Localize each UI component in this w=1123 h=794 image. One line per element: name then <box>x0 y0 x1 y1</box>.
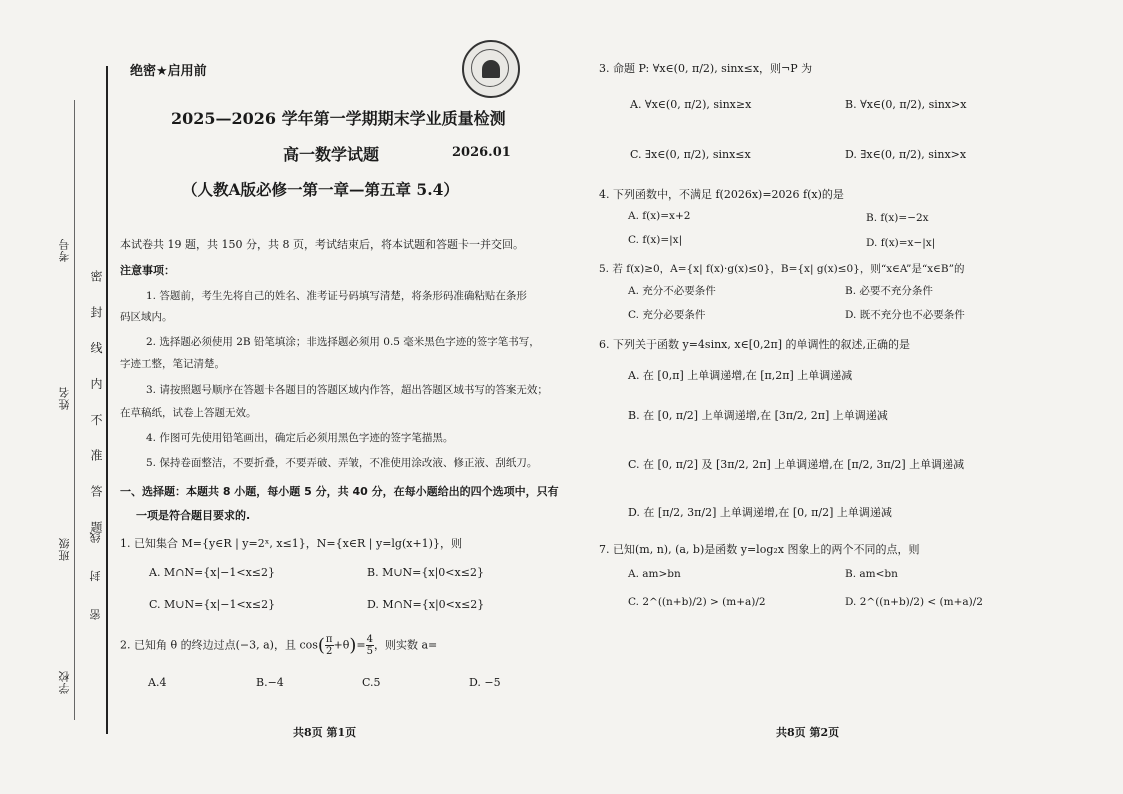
q5-option-c: C. 充分必要条件 <box>628 309 706 321</box>
q6-option-b: B. 在 [0, π/2] 上单调递增,在 [3π/2, 2π] 上单调递减 <box>628 409 888 422</box>
exam-no-label: 考号 <box>58 238 71 262</box>
q3-stem: 3. 命题 P: ∀x∈(0, π/2), sinx≤x，则¬P 为 <box>599 62 813 75</box>
seal-left-text: 密 封 线 <box>89 520 102 620</box>
q6-option-d: D. 在 [π/2, 3π/2] 上单调递增,在 [0, π/2] 上单调递减 <box>628 506 892 519</box>
q4-stem: 4. 下列函数中，不满足 f(2026x)=2026 f(x)的是 <box>599 188 844 201</box>
q2-option-a: A.4 <box>148 676 167 689</box>
q6-stem: 6. 下列关于函数 y=4sinx, x∈[0,2π] 的单调性的叙述,正确的是 <box>599 338 911 351</box>
seal-text: 密 封 线 内 不 准 答 题 <box>89 270 103 543</box>
q2-frac-pi-2: $\frac{\pi}{2}$ <box>325 634 333 657</box>
logo-emblem-icon <box>482 60 500 78</box>
secret-label: 绝密★启用前 <box>130 64 207 79</box>
q4-option-d: D. f(x)=x−|x| <box>866 237 936 249</box>
section1-line1: 一、选择题：本题共 8 小题，每小题 5 分，共 40 分，在每小题给出的四个选项中，只有 <box>120 485 559 498</box>
q2-stem-a: 2. 已知角 θ 的终边过点(−3, a)，且 cos <box>120 638 318 652</box>
footer-right: 共8页 第2页 <box>776 726 840 739</box>
q3-option-a: A. ∀x∈(0, π/2), sinx≥x <box>630 98 752 111</box>
exam-date: 2026.01 <box>452 145 511 160</box>
note-1b: 码区域内。 <box>120 311 173 323</box>
note-4: 4. 作图可先使用铅笔画出，确定后必须用黑色字迹的签字笔描黑。 <box>146 432 454 444</box>
q2-frac-4-5: $\frac{4}{5}$ <box>366 634 373 657</box>
q1-option-b: B. M∪N={x|0<x≤2} <box>367 566 484 579</box>
q2-paren-close: ) <box>349 635 357 656</box>
binding-dash-line <box>74 100 75 720</box>
q1-option-d: D. M∩N={x|0<x≤2} <box>367 598 485 611</box>
note-3a: 3. 请按照题号顺序在答题卡各题目的答题区域内作答，超出答题区域书写的答案无效； <box>146 384 548 396</box>
notes-heading: 注意事项： <box>120 264 175 277</box>
exam-title: 2025—2026 学年第一学期期末学业质量检测 <box>171 109 506 128</box>
q1-option-a: A. M∩N={x|−1<x≤2} <box>149 566 276 579</box>
note-3b: 在草稿纸，试卷上答题无效。 <box>120 407 257 419</box>
exam-scope: （人教A版必修一第一章—第五章 5.4） <box>182 180 459 199</box>
q7-option-d: D. 2^((n+b)/2) < (m+a)/2 <box>845 596 983 608</box>
q6-option-a: A. 在 [0,π] 上单调递增,在 [π,2π] 上单调递减 <box>628 369 853 382</box>
q2-eq: = <box>356 638 366 652</box>
q2-plus-theta: +θ <box>333 638 350 652</box>
q2-stem <box>120 634 437 657</box>
q2-option-d: D. −5 <box>469 676 501 689</box>
q5-option-b: B. 必要不充分条件 <box>845 285 933 297</box>
q5-stem: 5. 若 f(x)≥0，A={x| f(x)·g(x)≤0}，B={x| g(x)≤0}，则“x∈A”是“x∈B”的 <box>599 263 965 275</box>
note-1a: 1. 答题前，考生先将自己的姓名、准考证号码填写清楚，将条形码准确粘贴在条形 <box>146 290 527 302</box>
q7-option-a: A. am>bn <box>628 568 681 580</box>
school-label: 学校 <box>58 670 71 694</box>
note-2a: 2. 选择题必须使用 2B 铅笔填涂；非选择题必须用 0.5 毫米黑色字迹的签字笔书写， <box>146 336 540 348</box>
note-5: 5. 保持卷面整洁，不要折叠，不要弄破、弄皱，不准使用涂改液、修正液、刮纸刀。 <box>146 457 538 469</box>
exam-subject: 高一数学试题 <box>283 145 380 164</box>
q2-stem-b: ，则实数 a= <box>373 638 438 652</box>
q1-option-c: C. M∪N={x|−1<x≤2} <box>149 598 276 611</box>
binding-line <box>106 66 108 734</box>
school-logo <box>462 40 520 98</box>
q7-option-b: B. am<bn <box>845 568 898 580</box>
q4-option-a: A. f(x)=x+2 <box>628 210 691 222</box>
intro-text: 本试卷共 19 题，共 150 分，共 8 页，考试结束后，将本试题和答题卡一并交回。 <box>120 238 524 251</box>
q3-option-d: D. ∃x∈(0, π/2), sinx>x <box>845 148 967 161</box>
q2-option-c: C.5 <box>362 676 381 689</box>
q4-option-b: B. f(x)=−2x <box>866 212 929 224</box>
q7-stem: 7. 已知(m, n), (a, b)是函数 y=log₂x 图象上的两个不同的点，则 <box>599 543 920 556</box>
q3-option-c: C. ∃x∈(0, π/2), sinx≤x <box>630 148 751 161</box>
name-label: 姓名 <box>58 386 71 410</box>
q5-option-a: A. 充分不必要条件 <box>628 285 716 297</box>
class-label: 班级 <box>58 537 71 561</box>
q7-option-c: C. 2^((n+b)/2) > (m+a)/2 <box>628 596 766 608</box>
q3-option-b: B. ∀x∈(0, π/2), sinx>x <box>845 98 967 111</box>
section1-line2: 一项是符合题目要求的. <box>136 509 251 522</box>
q2-option-b: B.−4 <box>256 676 284 689</box>
footer-left: 共8页 第1页 <box>293 726 357 739</box>
q4-option-c: C. f(x)=|x| <box>628 234 683 246</box>
q1-stem: 1. 已知集合 M={y∈R | y=2ˣ, x≤1}，N={x∈R | y=lg(x+1)}，则 <box>120 537 462 550</box>
note-2b: 字迹工整，笔记清楚。 <box>120 358 225 370</box>
q2-paren-open: ( <box>317 635 325 656</box>
q5-option-d: D. 既不充分也不必要条件 <box>845 309 965 321</box>
q6-option-c: C. 在 [0, π/2] 及 [3π/2, 2π] 上单调递增,在 [π/2, 3π/2] 上单调递减 <box>628 458 965 471</box>
